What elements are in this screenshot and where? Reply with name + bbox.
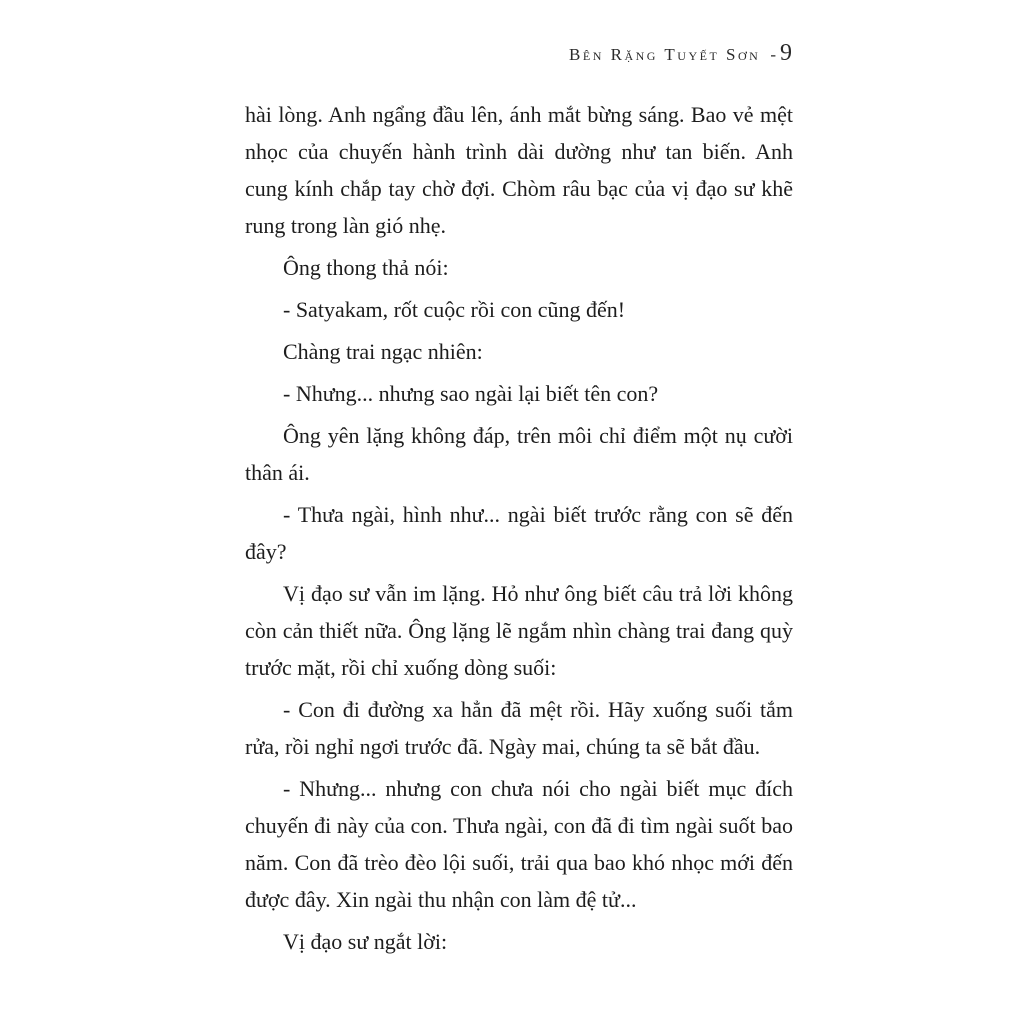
body-paragraph: - Satyakam, rốt cuộc rồi con cũng đến! bbox=[283, 297, 626, 322]
body-paragraph: Chàng trai ngạc nhiên: bbox=[283, 339, 483, 364]
body-paragraph: hài lòng. Anh ngẩng đầu lên, ánh mắt bừng sáng. Bao vẻ mệt nhọc của chuyến hành trình dài dường như tan biến. Anh cung kính chắp tay chờ đợi. Chòm râu bạc của vị đạo sư khẽ rung trong làn gió nhẹ. bbox=[245, 102, 793, 238]
body-paragraph: - Nhưng... nhưng sao ngài lại biết tên con? bbox=[283, 381, 659, 406]
page-number: 9 bbox=[780, 40, 792, 66]
body-paragraph: Ông thong thả nói: bbox=[283, 255, 449, 280]
running-header bbox=[569, 40, 792, 67]
body-paragraph: Ông yên lặng không đáp, trên môi chỉ điểm một nụ cười thân ái. bbox=[245, 423, 793, 485]
body-paragraph: Vị đạo sư ngắt lời: bbox=[283, 929, 448, 954]
page-text-block bbox=[245, 96, 793, 965]
body-paragraph: - Con đi đường xa hẳn đã mệt rồi. Hãy xuống suối tắm rửa, rồi nghỉ ngơi trước đã. Ngày mai, chúng ta sẽ bắt đầu. bbox=[245, 697, 793, 759]
body-paragraph: - Nhưng... nhưng con chưa nói cho ngài biết mục đích chuyến đi này của con. Thưa ngài, con đã đi tìm ngài suốt bao năm. Con đã trèo đèo lội suối, trải qua bao khó nhọc mới đến được đây. Xin ngài thu nhận con làm đệ tử... bbox=[245, 776, 793, 912]
body-paragraph: - Thưa ngài, hình như... ngài biết trước rằng con sẽ đến đây? bbox=[245, 502, 793, 564]
running-title: Bên Rặng Tuyết Sơn bbox=[569, 45, 761, 64]
body-paragraph: Vị đạo sư vẫn im lặng. Hỏ như ông biết câu trả lời không còn cản thiết nữa. Ông lặng lẽ ngắm nhìn chàng trai đang quỳ trước mặt, rồi chỉ xuống dòng suối: bbox=[245, 581, 793, 680]
header-separator: - bbox=[770, 45, 776, 64]
